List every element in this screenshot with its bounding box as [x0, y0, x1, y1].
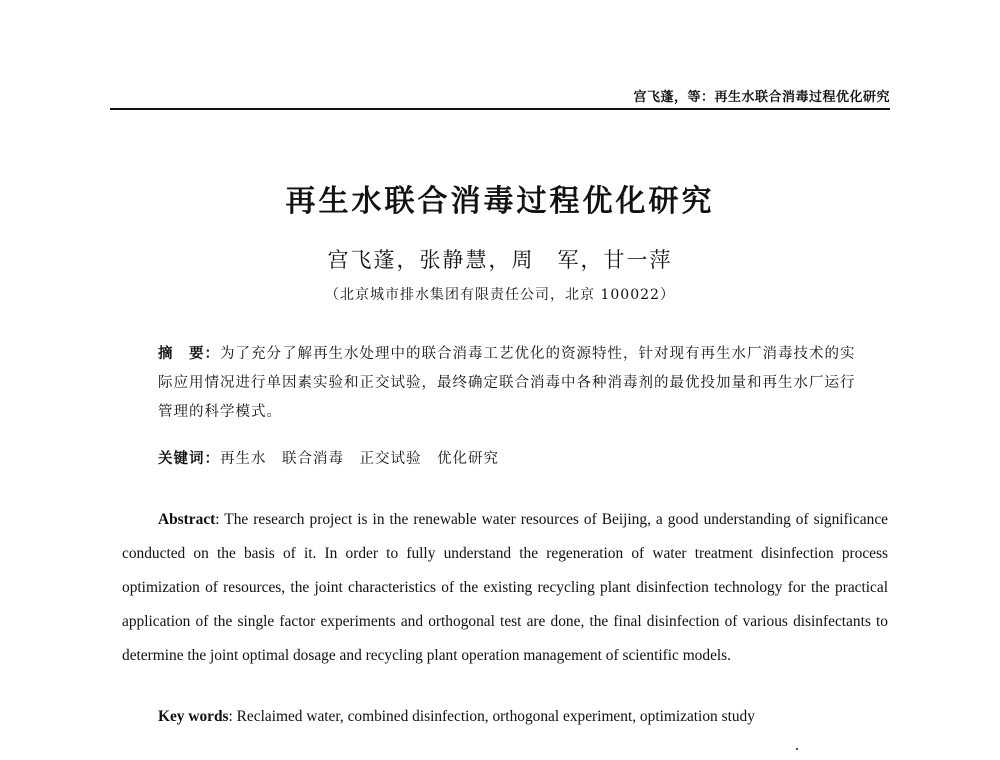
english-abstract: [122, 503, 888, 673]
english-keywords: [122, 700, 888, 734]
chinese-keywords-text: 再生水 联合消毒 正交试验 优化研究: [220, 451, 499, 467]
english-abstract-separator: :: [215, 511, 225, 528]
running-header: 宫飞蓬，等：再生水联合消毒过程优化研究: [633, 90, 890, 105]
chinese-abstract: [158, 340, 868, 427]
article-title: 再生水联合消毒过程优化研究: [285, 184, 715, 219]
english-keywords-separator: :: [228, 708, 237, 725]
chinese-keywords: [158, 445, 868, 474]
scan-speck: [796, 748, 798, 750]
article-authors: 宫飞蓬，张静慧，周 军，甘一萍: [327, 248, 673, 272]
header-rule: [110, 108, 890, 110]
chinese-abstract-label: 摘 要：: [158, 346, 220, 362]
chinese-keywords-label: 关键词：: [158, 451, 220, 467]
english-abstract-label: Abstract: [158, 511, 216, 528]
article-affiliation: （北京城市排水集团有限责任公司，北京 100022）: [325, 287, 675, 303]
english-keywords-text: Reclaimed water, combined disinfection, orthogonal experiment, optimization study: [236, 708, 755, 725]
english-abstract-text: The research project is in the renewable water resources of Beijing, a good understanding of significance conducted on the basis of it. In order to fully understand the regeneration of water treatment disinfection process optimization of resources, the joint characteristics of the existing recycling plant disinfection technology for the practical application of the single factor experiments and orthogonal test are done, the final disinfection of various disinfectants to determine the joint optimal dosage and recycling plant operation management of scientific models.: [122, 511, 888, 664]
chinese-abstract-text: 为了充分了解再生水处理中的联合消毒工艺优化的资源特性，针对现有再生水厂消毒技术的实际应用情况进行单因素实验和正交试验，最终确定联合消毒中各种消毒剂的最优投加量和再生水厂运行管理的科学模式。: [158, 346, 856, 420]
english-keywords-label: Key words: [158, 708, 229, 725]
